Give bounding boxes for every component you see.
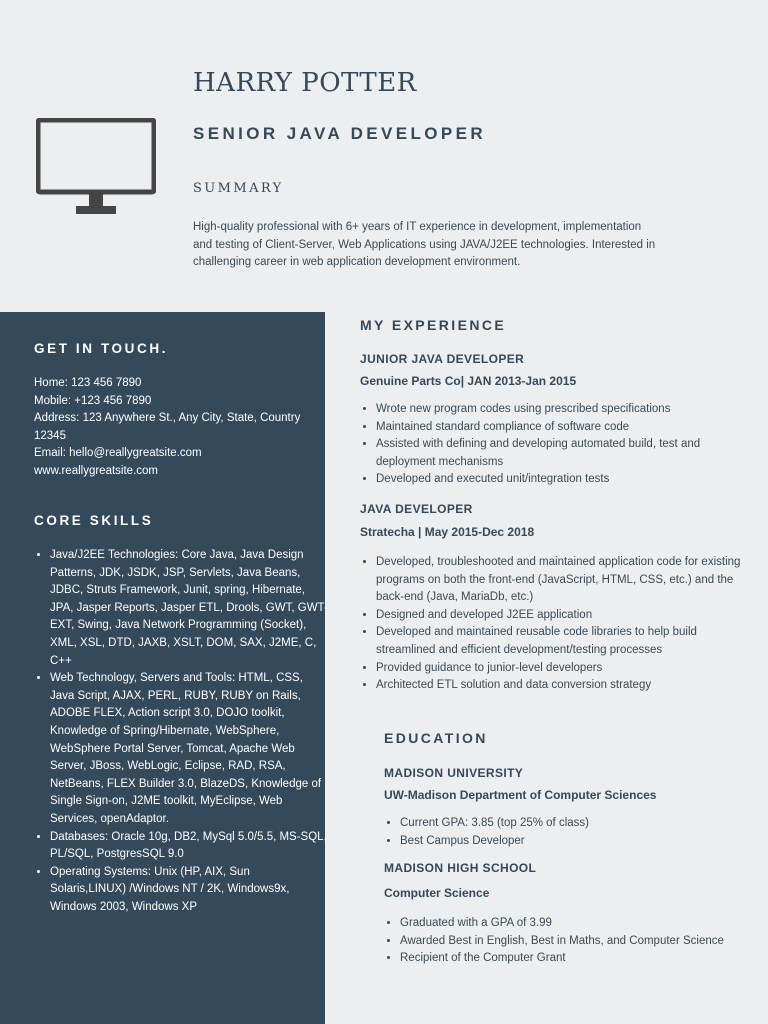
list-item: • Awarded Best in English, Best in Maths, and Computer Science [400, 933, 744, 951]
school-name-2: MADISON HIGH SCHOOL [384, 861, 537, 875]
list-item: • Wrote new program codes using prescribed specifications [376, 401, 744, 419]
contact-list [34, 375, 304, 481]
list-item: • Web Technology, Servers and Tools: HTML, CSS, Java Script, AJAX, PERL, RUBY, RUBY on Rails, ADOBE FLEX, Action script 3.0, DOJO toolkit, Knowledge of Spring/Hibernate, WebSphere, WebSphere Portal Server, Tomcat, Apache Web Server, JBoss, WebLogic, Eclipse, RAD, RSA, NetBeans, FLEX Builder 3.0, BlazeDS, Knowledge of Single Sign-on, J2ME toolkit, MyEclipse, Web Services, openAdaptor. [50, 670, 328, 828]
contact-email[interactable]: Email: hello@reallygreatsite.com [34, 447, 202, 460]
school-bullets-2 [384, 915, 744, 968]
contact-home: Home: 123 456 7890 [34, 377, 142, 389]
job-bullets-2 [360, 554, 744, 695]
job-bullets-1 [360, 401, 744, 489]
contact-mobile: Mobile: +123 456 7890 [34, 394, 152, 407]
summary-heading: SUMMARY [193, 181, 284, 196]
list-item: • Databases: Oracle 10g, DB2, MySql 5.0/5.5, MS-SQL, PL/SQL, PostgresSQL 9.0 [50, 829, 328, 864]
list-item: • Operating Systems: Unix (HP, AIX, Sun Solaris,LINUX) /Windows NT / 2K, Windows9x, Windows 2003, Windows XP [50, 864, 328, 917]
job-title: SENIOR JAVA DEVELOPER [193, 124, 487, 143]
contact-website[interactable]: www.reallygreatsite.com [34, 464, 158, 477]
list-item: • Designed and developed J2EE application [376, 607, 744, 625]
list-item: • Graduated with a GPA of 3.99 [400, 915, 744, 933]
list-item: • Developed and maintained reusable code libraries to help build streamlined and efficient development/testing processes [376, 624, 744, 659]
list-item: • Provided guidance to junior-level developers [376, 660, 744, 678]
job-company-2: Stratecha | May 2015-Dec 2018 [360, 525, 535, 539]
school-department-1: UW-Madison Department of Computer Sciences [384, 788, 657, 802]
list-item: • Architected ETL solution and data conversion strategy [376, 677, 744, 695]
job-title-1: JUNIOR JAVA DEVELOPER [360, 352, 525, 366]
job-company-1: Genuine Parts Co| JAN 2013-Jan 2015 [360, 374, 577, 388]
job-title-2: JAVA DEVELOPER [360, 502, 473, 516]
list-item: • Current GPA: 3.85 (top 25% of class) [400, 815, 744, 833]
list-item: • Recipient of the Computer Grant [400, 950, 744, 968]
contact-heading: GET IN TOUCH. [34, 341, 169, 356]
skills-list [34, 547, 328, 916]
experience-heading: MY EXPERIENCE [360, 317, 507, 333]
contact-address: Address: 123 Anywhere St., Any City, State, Country 12345 [34, 412, 301, 442]
school-name-1: MADISON UNIVERSITY [384, 766, 524, 780]
school-department-2: Computer Science [384, 886, 490, 900]
list-item: • Best Campus Developer [400, 833, 744, 851]
resume-header [0, 0, 768, 312]
school-bullets-1 [384, 815, 744, 850]
list-item: • Developed, troubleshooted and maintained application code for existing programs on both the front-end (JavaScript, HTML, CSS, etc.) and the back-end (Java, MariaDb, etc.) [376, 554, 744, 607]
list-item: • Assisted with defining and developing automated build, test and deployment mechanisms [376, 436, 744, 471]
list-item: • Maintained standard compliance of software code [376, 419, 744, 437]
education-heading: EDUCATION [384, 730, 488, 746]
monitor-icon [36, 118, 156, 218]
skills-heading: CORE SKILLS [34, 513, 154, 528]
summary-text: High-quality professional with 6+ years of IT experience in development, implementation and testing of Client-Server, Web Applications using JAVA/J2EE technologies. Interested in challenging career in web application development environment. [193, 221, 656, 269]
list-item: • Developed and executed unit/integration tests [376, 471, 744, 489]
list-item: • Java/J2EE Technologies: Core Java, Java Design Patterns, JDK, JSDK, JSP, Servlets, Java Beans, JDBC, Struts Framework, Junit, spring, Hibernate, JPA, Jasper Reports, Jasper ETL, Drools, GWT, GWT-EXT, Swing, Java Network Programming (Socket), XML, XSL, DTD, JAXB, XSLT, DOM, SAX, J2ME, C, C++ [50, 547, 328, 670]
candidate-name: HARRY POTTER [193, 68, 417, 98]
